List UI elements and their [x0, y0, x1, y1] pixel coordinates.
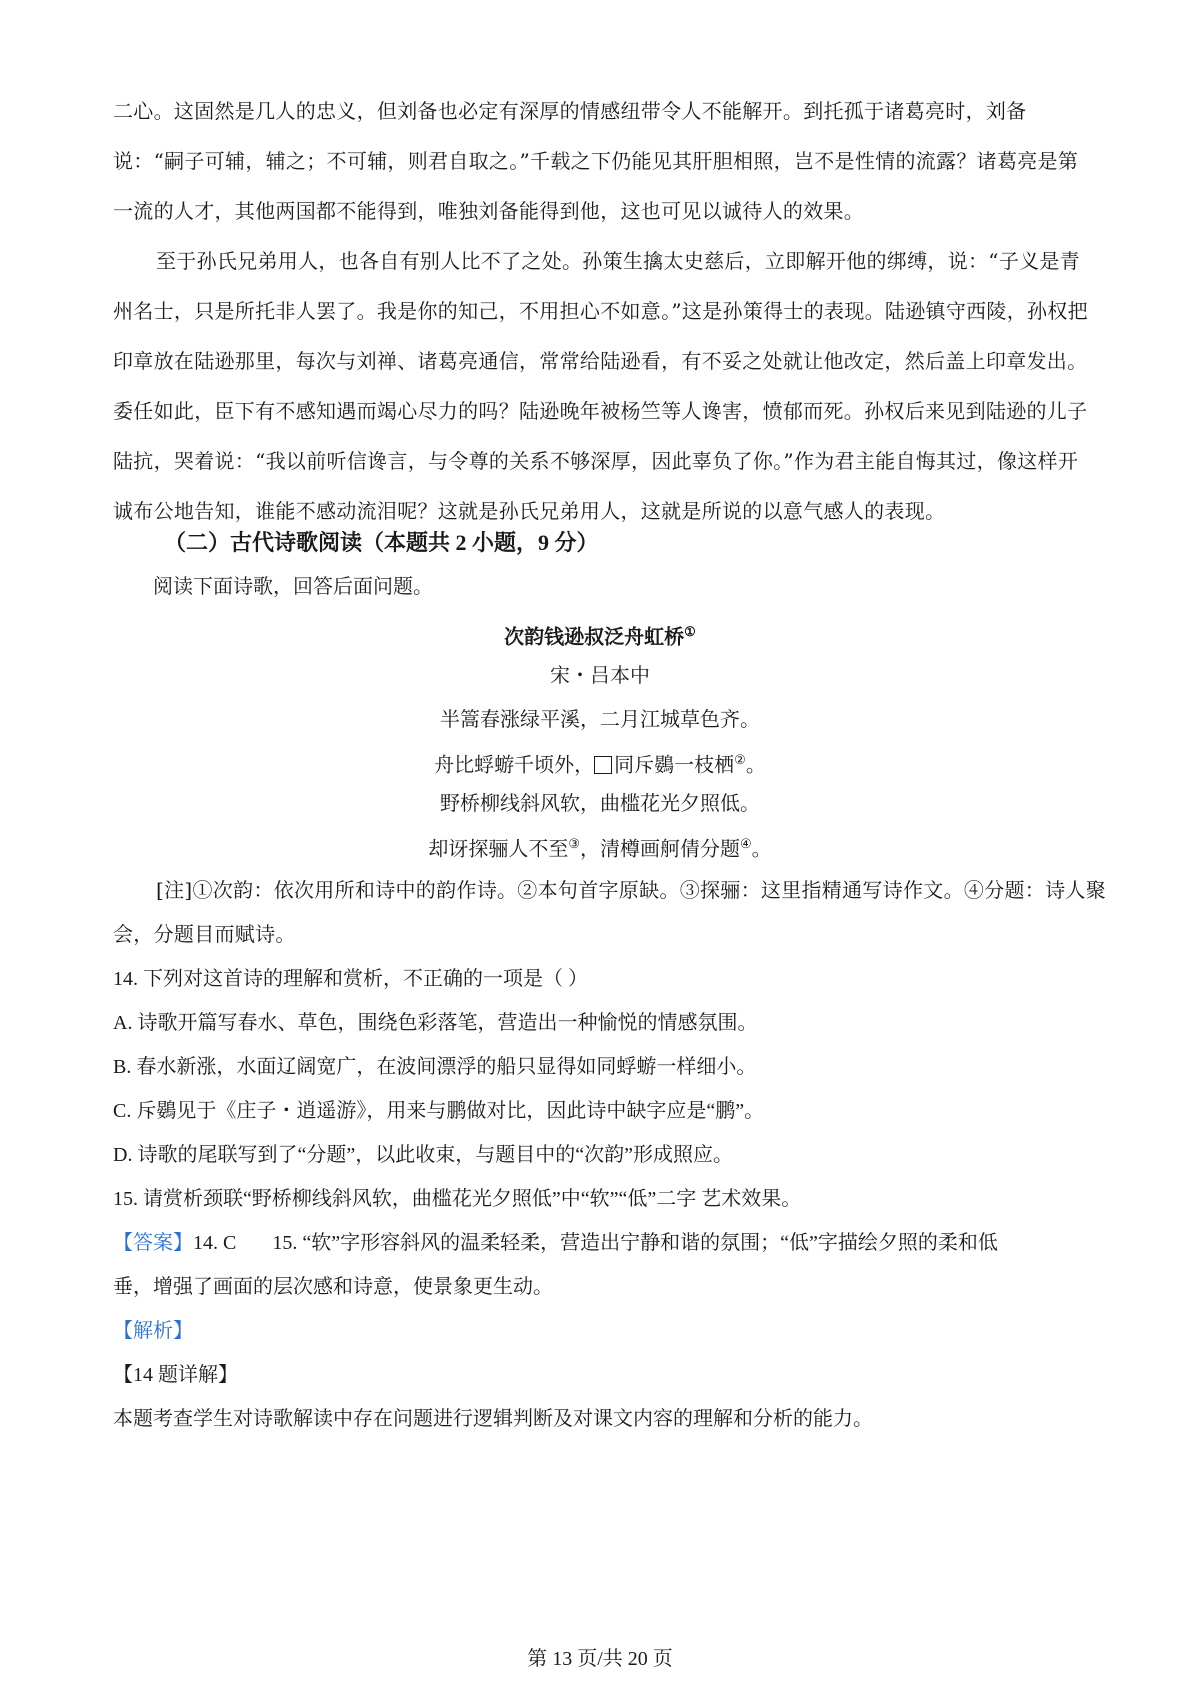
- analysis-sub-heading: 【14 题详解】: [113, 1364, 238, 1386]
- poem-line-3: 野桥柳线斜风软，曲槛花光夕照低。: [440, 791, 760, 815]
- answer-14: 14. C: [193, 1232, 237, 1254]
- poem-line-2-second: 同斥鷃一枝栖: [614, 752, 735, 777]
- missing-character-box: [594, 756, 612, 774]
- answer-line-1: [113, 1228, 1103, 1258]
- poem-line-4-second: ，清樽画舸倩分题: [580, 836, 740, 861]
- poem-line-4-first: 却讶探骊人不至: [428, 836, 569, 861]
- page-footer: 第 13 页/共 20 页: [527, 1648, 673, 1670]
- question-14-option-b: B. 春水新涨，水面辽阔宽广，在波间漂浮的船只显得如同蜉蝣一样细小。: [113, 1056, 757, 1078]
- poem-line-4-note-b: ④: [740, 837, 752, 852]
- poem-line-2-note: ②: [734, 753, 746, 768]
- poem-line-2-first: 舟比蜉蝣千顷外，: [434, 752, 595, 777]
- poem-title-text: 次韵钱逊叔泛舟虹桥: [504, 624, 685, 649]
- poem-line-2: [0, 746, 1200, 780]
- poem-line-4: [0, 830, 1200, 864]
- poem-author: 宋・吕本中: [550, 663, 650, 687]
- poem-line-2-end: 。: [745, 752, 766, 777]
- analysis-text: 本题考查学生对诗歌解读中存在问题进行逻辑判断及对课文内容的理解和分析的能力。: [113, 1408, 873, 1430]
- passage-paragraph-1: 二心。这固然是几人的忠义，但刘备也必定有深厚的情感纽带令人不能解开。到托孤于诸葛亮时，刘备说：“嗣子可辅，辅之；不可辅，则君自取之。”千载之下仍能见其肝胆相照，岂不是性情的流露？诸葛亮是第一流的人才，其他两国都不能得到，唯独刘备能得到他，这也可见以诚待人的效果。: [113, 99, 1079, 223]
- instruction-text: 阅读下面诗歌，回答后面问题。: [153, 576, 433, 598]
- question-15-stem: 15. 请赏析颈联“野桥柳线斜风软，曲槛花光夕照低”中“软”“低”二字 艺术效果。: [113, 1188, 802, 1210]
- passage-paragraph-2: 至于孙氏兄弟用人，也各自有别人比不了之处。孙策生擒太史慈后，立即解开他的绑缚，说：“子义是青州名士，只是所托非人罢了。我是你的知己，不用担心不如意。”这是孙策得士的表现。陆逊镇守西陵，孙权把印章放在陆逊那里，每次与刘禅、诸葛亮通信，常常给陆逊看，有不妥之处就让他改定，然后盖上印章发出。委任如此，臣下有不感知遇而竭心尽力的吗？陆逊晚年被杨竺等人谗害，愤郁而死。孙权后来见到陆逊的儿子陆抗，哭着说：“我以前听信谗言，与令尊的关系不够深厚，因此辜负了你。”作为君主能自悔其过，像这样开诚布公地告知，谁能不感动流泪呢？这就是孙氏兄弟用人，这就是所说的以意气感人的表现。: [113, 249, 1088, 523]
- poem-line-1: 半篙春涨绿平溪，二月江城草色齐。: [440, 707, 760, 731]
- poem-line-4-note-a: ③: [568, 837, 580, 852]
- question-14-stem: 14. 下列对这首诗的理解和赏析，不正确的一项是（ ）: [113, 968, 588, 990]
- question-14-option-a: A. 诗歌开篇写春水、草色，围绕色彩落笔，营造出一种愉悦的情感氛围。: [113, 1012, 758, 1034]
- question-14-option-c: C. 斥鷃见于《庄子・逍遥游》，用来与鹏做对比，因此诗中缺字应是“鹏”。: [113, 1100, 765, 1122]
- answer-15-line-1: 15. “软”字形容斜风的温柔轻柔，营造出宁静和谐的氛围；“低”字描绘夕照的柔和低: [272, 1232, 998, 1254]
- question-14-option-d: D. 诗歌的尾联写到了“分题”，以此收束，与题目中的“次韵”形成照应。: [113, 1144, 733, 1166]
- poem-notes: [注]①次韵：依次用所和诗中的韵作诗。②本句首字原缺。③探骊：这里指精通写诗作文。④分题：诗人聚会，分题目而赋诗。: [113, 878, 1107, 946]
- poem-line-4-end: 。: [751, 836, 772, 861]
- analysis-tag: 【解析】: [113, 1320, 193, 1342]
- section-heading: （二）古代诗歌阅读（本题共 2 小题，9 分）: [164, 530, 599, 555]
- answer-tag: 【答案】: [113, 1232, 193, 1254]
- poem-title-note: ①: [684, 625, 696, 640]
- answer-15-line-2: 垂，增强了画面的层次感和诗意，使景象更生动。: [113, 1276, 553, 1298]
- poem-title: [0, 618, 1200, 652]
